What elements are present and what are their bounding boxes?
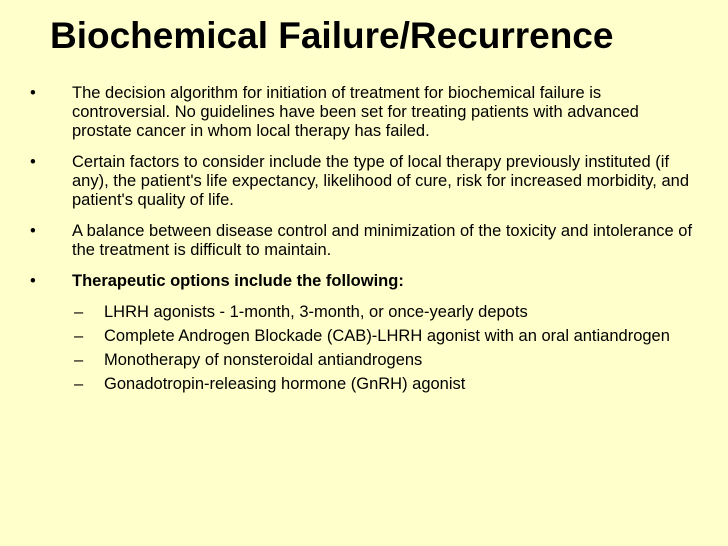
bullet-text: Therapeutic options include the following: xyxy=(72,272,404,290)
sub-bullet-text: Gonadotropin-releasing hormone (GnRH) agonist xyxy=(104,375,466,393)
sub-bullet-marker: – xyxy=(74,303,84,321)
bullet-item-therapeutic-options xyxy=(28,272,700,291)
bullet-marker: • xyxy=(30,272,36,290)
sub-item-cab xyxy=(28,327,700,346)
sub-bullet-marker: – xyxy=(74,351,84,369)
bullet-marker: • xyxy=(30,84,36,102)
bullet-item-factors xyxy=(28,153,700,210)
bullet-item-decision-algorithm xyxy=(28,84,700,141)
sub-bullet-marker: – xyxy=(74,375,84,393)
bullet-text: The decision algorithm for initiation of treatment for biochemical failure is controversial. No guidelines have been set for treating patients with advanced prostate cancer in whom local therapy has failed. xyxy=(72,84,639,140)
sub-bullet-list xyxy=(28,303,700,394)
bullet-text: Certain factors to consider include the type of local therapy previously instituted (if any), the patient's life expectancy, likelihood of cure, risk for increased morbidity, and patient's quality of life. xyxy=(72,153,690,209)
bullet-list xyxy=(28,84,700,399)
bullet-text: A balance between disease control and minimization of the toxicity and intolerance of the treatment is difficult to maintain. xyxy=(72,222,693,259)
bullet-item-balance xyxy=(28,222,700,260)
sub-bullet-text: Monotherapy of nonsteroidal antiandrogens xyxy=(104,351,423,369)
bullet-marker: • xyxy=(30,222,36,240)
sub-bullet-marker: – xyxy=(74,327,84,345)
sub-item-monotherapy xyxy=(28,351,700,370)
bullet-marker: • xyxy=(30,153,36,171)
sub-bullet-text: LHRH agonists - 1-month, 3-month, or once-yearly depots xyxy=(104,303,528,321)
sub-item-lhrh-agonists xyxy=(28,303,700,322)
slide-title: Biochemical Failure/Recurrence xyxy=(50,15,614,56)
sub-bullet-text: Complete Androgen Blockade (CAB)-LHRH agonist with an oral antiandrogen xyxy=(104,327,670,345)
sub-item-gnrh-agonist xyxy=(28,375,700,394)
